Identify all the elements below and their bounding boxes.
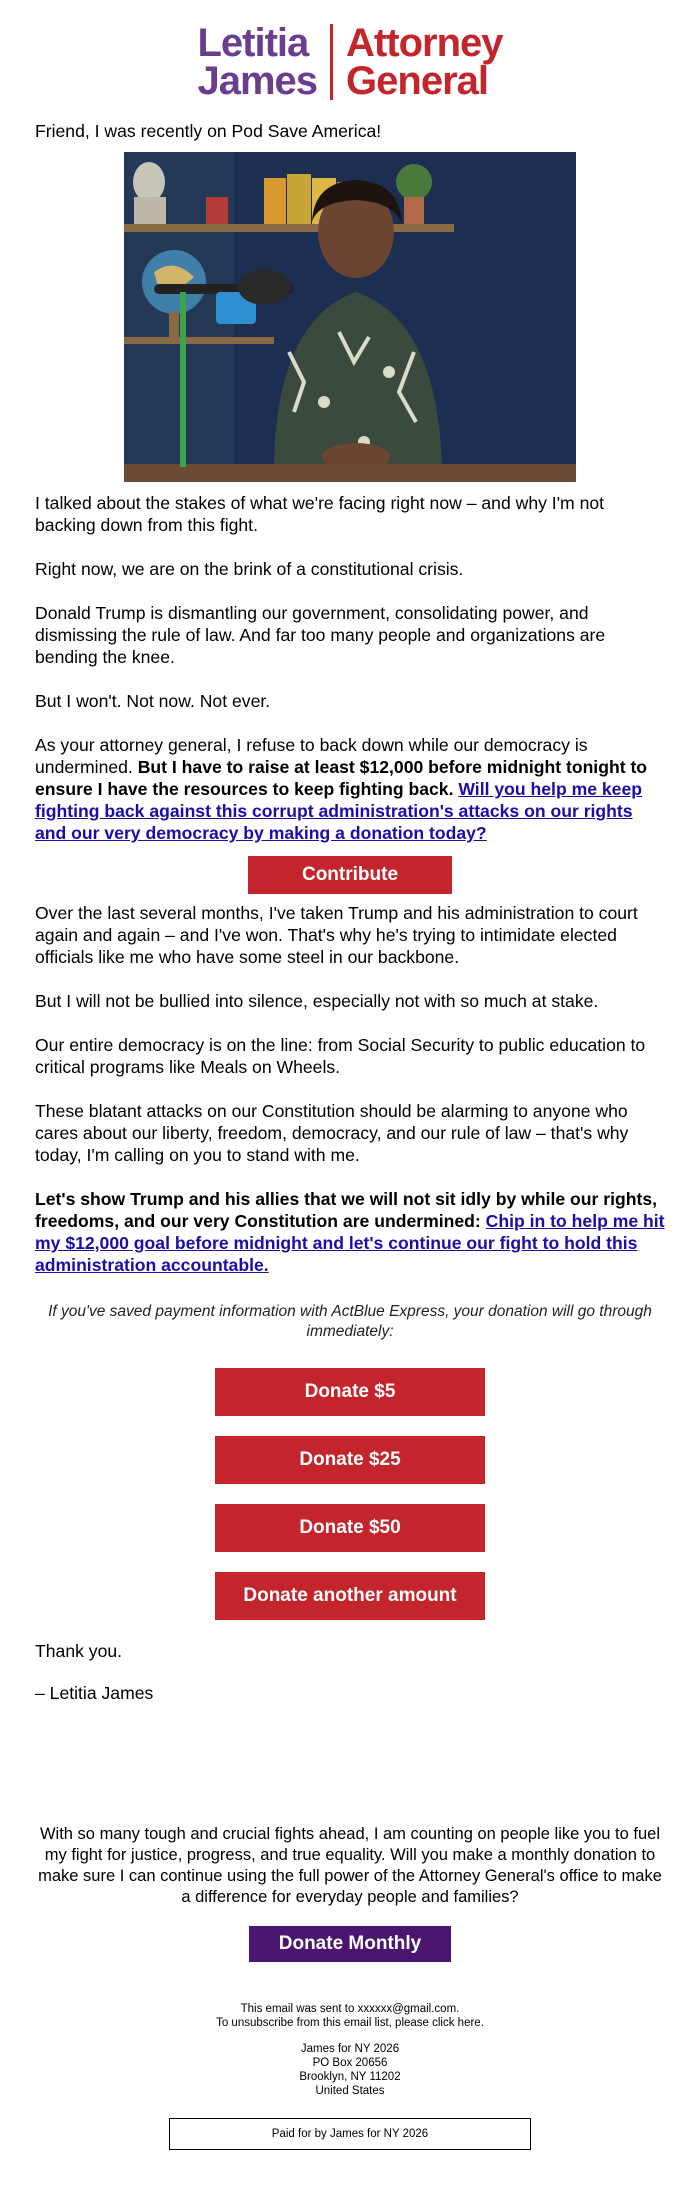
paragraph-2: Right now, we are on the brink of a constitutional crisis.	[35, 559, 464, 579]
donate-other-button[interactable]: Donate another amount	[215, 1572, 485, 1620]
paragraph-5	[35, 734, 665, 844]
donate-5-button[interactable]: Donate $5	[215, 1368, 485, 1416]
logo-title-line1: Attorney	[346, 21, 503, 65]
footer-address-city: Brooklyn, NY 11202	[299, 2071, 401, 2083]
footer-sent-to: This email was sent to xxxxxx@gmail.com.	[240, 2003, 460, 2015]
person-photo-icon	[124, 152, 576, 482]
donate-monthly-button[interactable]: Donate Monthly	[249, 1926, 451, 1962]
contribute-button[interactable]: Contribute	[248, 856, 452, 894]
logo-divider	[330, 24, 333, 100]
footer-address-pobox: PO Box 20656	[312, 2057, 388, 2069]
paragraph-9: These blatant attacks on our Constitution should be alarming to anyone who cares about our liberty, freedom, democracy, and our rule of law – that's why today, I'm calling on you to stand with me.	[35, 1101, 629, 1165]
email-body	[35, 0, 665, 2150]
paragraph-5-text: As your attorney general, I refuse to back down while our democracy is undermined.	[35, 735, 588, 777]
paragraph-5-bold: But I have to raise at least $12,000 before midnight tonight to ensure I have the resources to keep fighting back.	[35, 757, 648, 799]
donate-50-button[interactable]: Donate $50	[215, 1504, 485, 1552]
unsubscribe-link[interactable]: To unsubscribe from this email list, please click here.	[216, 2017, 484, 2029]
paragraph-8: Our entire democracy is on the line: from Social Security to public education to critical programs like Meals on Wheels.	[35, 1035, 646, 1077]
paragraph-6: Over the last several months, I've taken Trump and his administration to court again and again – and I've won. That's why he's trying to intimidate elected officials like me who have some steel in our backbone.	[35, 903, 638, 967]
paragraph-10	[35, 1188, 665, 1276]
donate-link-1[interactable]: Will you help me keep fighting back against this corrupt administration's attacks on our rights and our very democracy by making a donation today?	[35, 779, 643, 843]
footer	[35, 2002, 665, 2150]
logo-title	[346, 21, 503, 103]
paragraph-3: Donald Trump is dismantling our government, consolidating power, and dismissing the rule of law. And far too many people and organizations are bending the knee.	[35, 603, 606, 667]
paragraph-4: But I won't. Not now. Not ever.	[35, 691, 271, 711]
logo-name	[197, 21, 318, 103]
podcast-photo[interactable]	[124, 152, 576, 482]
actblue-express-note: If you've saved payment information with ActBlue Express, your donation will go through immediately:	[48, 1303, 652, 1340]
footer-address-country: United States	[315, 2085, 385, 2097]
paid-for-box: Paid for by James for NY 2026	[169, 2118, 531, 2150]
paragraph-1: I talked about the stakes of what we're facing right now – and why I'm not backing down from this fight.	[35, 493, 605, 535]
donate-link-2[interactable]: Chip in to help me hit my $12,000 goal before midnight and let's continue our fight to hold this administration accountable.	[35, 1211, 665, 1275]
logo-name-line1: Letitia	[197, 21, 309, 65]
greeting: Friend, I was recently on Pod Save America!	[35, 121, 382, 141]
logo-name-line2: James	[197, 59, 318, 103]
logo	[35, 0, 665, 102]
thank-you: Thank you.	[35, 1641, 123, 1661]
logo-title-line2: General	[346, 59, 489, 103]
paragraph-10-bold: Let's show Trump and his allies that we will not sit idly by while our rights, freedoms, and our very Constitution are undermined:	[35, 1189, 658, 1231]
paragraph-7: But I will not be bullied into silence, especially not with so much at stake.	[35, 991, 599, 1011]
signature: – Letitia James	[35, 1683, 154, 1703]
monthly-ask: With so many tough and crucial fights ahead, I am counting on people like you to fuel my fight for justice, progress, and true equality. Will you make a monthly donation to make sure I can continue using the full power of the Attorney General's office to make a difference for everyday people and families?	[38, 1825, 662, 1906]
footer-address-name: James for NY 2026	[300, 2043, 400, 2055]
donate-25-button[interactable]: Donate $25	[215, 1436, 485, 1484]
